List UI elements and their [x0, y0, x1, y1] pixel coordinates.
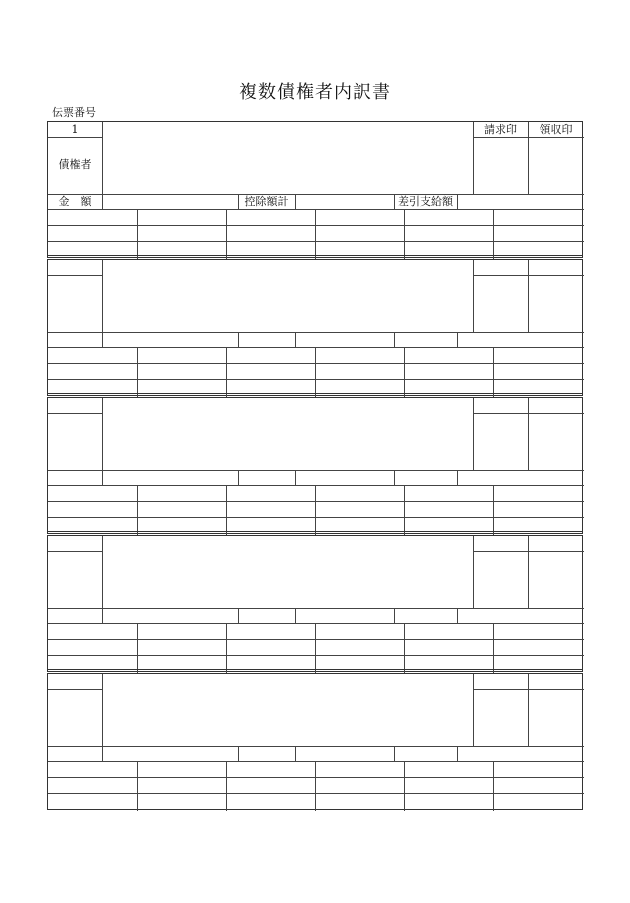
seal-area-divider-mid — [528, 398, 529, 470]
detail-row-line — [48, 379, 584, 380]
amount-divider-3 — [295, 608, 296, 623]
detail-col-line — [137, 347, 138, 397]
detail-col-line — [315, 485, 316, 535]
detail-row-line — [48, 241, 584, 242]
seal-area-divider-mid — [528, 260, 529, 332]
detail-col-line — [404, 485, 405, 535]
detail-col-line — [315, 623, 316, 673]
detail-row-line — [48, 639, 584, 640]
block-separator — [47, 393, 583, 394]
detail-row-line — [48, 363, 584, 364]
amount-row-top — [48, 332, 584, 333]
amount-divider-3 — [295, 746, 296, 761]
amount-divider-1 — [102, 746, 103, 761]
slip-number-value: 1 — [71, 123, 79, 136]
detail-col-line — [493, 761, 494, 811]
detail-row-line — [48, 761, 584, 762]
seal-area-divider-left — [473, 398, 474, 470]
amount-divider-2 — [238, 746, 239, 761]
detail-col-line — [404, 209, 405, 259]
amount-row-top — [48, 608, 584, 609]
amount-divider-1 — [102, 332, 103, 347]
seal-area-divider-left — [473, 674, 474, 746]
amount-divider-3 — [295, 470, 296, 485]
seal-header-line — [473, 551, 584, 552]
detail-row-line — [48, 347, 584, 348]
number-cell-line — [48, 275, 102, 276]
number-cell-line — [48, 413, 102, 414]
creditor-name-divider — [102, 398, 103, 470]
amount-divider-3 — [295, 194, 296, 209]
amount-divider-1 — [102, 194, 103, 209]
amount-divider-5 — [457, 194, 458, 209]
amount-row-top — [48, 470, 584, 471]
creditor-name-divider — [102, 260, 103, 332]
number-cell-line — [48, 137, 102, 138]
seal-area-divider-left — [473, 536, 474, 608]
detail-col-line — [315, 761, 316, 811]
creditor-block — [47, 121, 583, 258]
net-payment-label: 差引支給額 — [398, 195, 453, 208]
slip-number-label: 伝票番号 — [52, 106, 96, 119]
amount-divider-2 — [238, 470, 239, 485]
block-separator — [47, 255, 583, 256]
detail-col-line — [226, 623, 227, 673]
amount-divider-1 — [102, 608, 103, 623]
creditor-block — [47, 535, 583, 672]
amount-divider-4 — [394, 746, 395, 761]
seal-header-line — [473, 689, 584, 690]
seal-area-divider-left — [473, 260, 474, 332]
number-cell-line — [48, 551, 102, 552]
creditor-name-divider — [102, 122, 103, 194]
amount-divider-5 — [457, 746, 458, 761]
detail-row-line — [48, 623, 584, 624]
block-separator — [47, 669, 583, 670]
amount-divider-5 — [457, 470, 458, 485]
amount-divider-4 — [394, 470, 395, 485]
detail-col-line — [404, 623, 405, 673]
detail-row-line — [48, 209, 584, 210]
detail-row-line — [48, 501, 584, 502]
detail-col-line — [493, 623, 494, 673]
amount-label: 金 額 — [58, 195, 92, 208]
amount-divider-3 — [295, 332, 296, 347]
detail-row-line — [48, 485, 584, 486]
amount-divider-2 — [238, 608, 239, 623]
detail-col-line — [493, 209, 494, 259]
deduction-total-label: 控除額計 — [244, 195, 289, 208]
detail-col-line — [493, 485, 494, 535]
detail-col-line — [315, 347, 316, 397]
detail-col-line — [137, 209, 138, 259]
detail-row-line — [48, 777, 584, 778]
detail-col-line — [404, 347, 405, 397]
amount-divider-5 — [457, 332, 458, 347]
creditor-block — [47, 259, 583, 396]
seal-header-line — [473, 275, 584, 276]
detail-col-line — [226, 485, 227, 535]
detail-row-line — [48, 225, 584, 226]
detail-col-line — [493, 347, 494, 397]
request-seal-label: 請求印 — [484, 123, 517, 136]
seal-area-divider-mid — [528, 536, 529, 608]
creditor-name-divider — [102, 536, 103, 608]
detail-col-line — [137, 761, 138, 811]
amount-row-top — [48, 194, 584, 195]
amount-divider-4 — [394, 608, 395, 623]
detail-col-line — [315, 209, 316, 259]
number-cell-line — [48, 689, 102, 690]
seal-area-divider-mid — [528, 674, 529, 746]
document-title: 複数債権者内訳書 — [239, 82, 391, 103]
detail-row-line — [48, 517, 584, 518]
seal-header-line — [473, 137, 584, 138]
detail-col-line — [226, 347, 227, 397]
receipt-seal-label: 領収印 — [539, 123, 573, 136]
amount-divider-1 — [102, 470, 103, 485]
creditor-block — [47, 397, 583, 534]
amount-divider-5 — [457, 608, 458, 623]
creditor-name-divider — [102, 674, 103, 746]
block-separator — [47, 531, 583, 532]
detail-col-line — [404, 761, 405, 811]
amount-divider-4 — [394, 332, 395, 347]
detail-col-line — [226, 761, 227, 811]
amount-row-top — [48, 746, 584, 747]
detail-row-line — [48, 655, 584, 656]
detail-col-line — [137, 485, 138, 535]
creditor-block — [47, 673, 583, 810]
creditor-label: 債権者 — [58, 158, 92, 171]
detail-row-line — [48, 793, 584, 794]
detail-col-line — [137, 623, 138, 673]
amount-divider-2 — [238, 332, 239, 347]
seal-header-line — [473, 413, 584, 414]
detail-col-line — [226, 209, 227, 259]
